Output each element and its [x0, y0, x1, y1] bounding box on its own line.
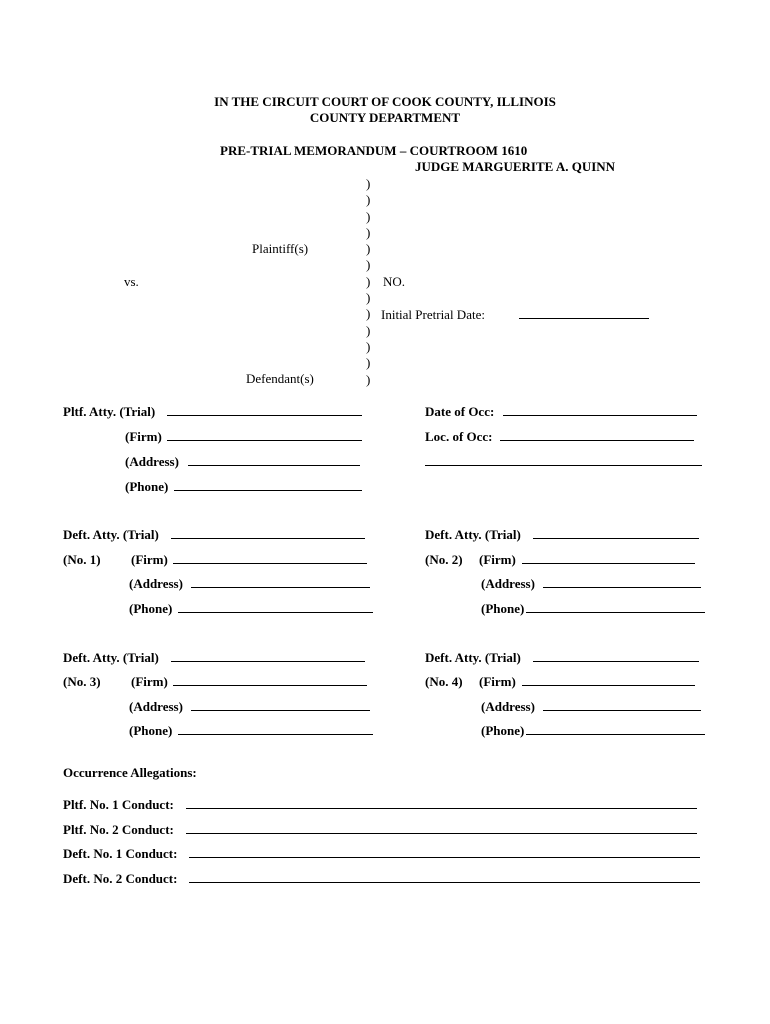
deft3-atty-address-label: (Address) [129, 699, 183, 714]
loc-of-occ-field-2[interactable] [425, 454, 702, 466]
paren: ) [366, 290, 371, 306]
deft1-atty-firm-label: (Firm) [131, 552, 168, 567]
deft1-atty-firm-field[interactable] [173, 552, 367, 564]
deft3-atty-phone-field[interactable] [178, 723, 373, 735]
deft1-atty-address-label: (Address) [129, 576, 183, 591]
paren: ) [366, 306, 371, 322]
paren: ) [366, 355, 371, 371]
defendant-label: Defendant(s) [246, 371, 314, 386]
deft2-atty-firm-label: (Firm) [479, 552, 516, 567]
loc-of-occ-field[interactable] [500, 429, 694, 441]
paren: ) [366, 208, 371, 224]
deft2-atty-trial-label: Deft. Atty. (Trial) [425, 527, 521, 542]
pltf-atty-phone-field[interactable] [174, 479, 362, 491]
paren: ) [366, 257, 371, 273]
pltf-atty-firm-label: (Firm) [125, 429, 162, 444]
date-of-occ-label: Date of Occ: [425, 404, 495, 419]
deft4-atty-address-label: (Address) [481, 699, 535, 714]
paren: ) [366, 338, 371, 354]
paren: ) [366, 273, 371, 289]
pltf2-conduct-field[interactable] [186, 822, 697, 834]
deft2-atty-phone-label: (Phone) [481, 601, 525, 616]
allegations-heading: Occurrence Allegations: [63, 765, 197, 780]
deft3-atty-firm-label: (Firm) [131, 674, 168, 689]
pltf-atty-address-field[interactable] [188, 454, 360, 466]
deft1-number-label: (No. 1) [63, 552, 101, 567]
pltf1-conduct-label: Pltf. No. 1 Conduct: [63, 797, 174, 812]
judge-name: JUDGE MARGUERITE A. QUINN [415, 159, 616, 174]
date-of-occ-field[interactable] [503, 404, 697, 416]
case-number-label: NO. [383, 274, 406, 289]
pltf-atty-trial-label: Pltf. Atty. (Trial) [63, 404, 156, 419]
deft4-atty-trial-label: Deft. Atty. (Trial) [425, 650, 521, 665]
pretrial-date-label: Initial Pretrial Date: [381, 307, 485, 322]
deft2-atty-address-label: (Address) [481, 576, 535, 591]
pltf-atty-phone-label: (Phone) [125, 479, 169, 494]
deft2-atty-phone-field[interactable] [526, 601, 705, 613]
deft2-atty-firm-field[interactable] [522, 552, 695, 564]
loc-of-occ-label: Loc. of Occ: [425, 429, 493, 444]
pltf-atty-address-label: (Address) [125, 454, 179, 469]
deft4-atty-firm-label: (Firm) [479, 674, 516, 689]
vs-label: vs. [124, 274, 139, 289]
deft1-conduct-label: Deft. No. 1 Conduct: [63, 846, 178, 861]
pltf2-conduct-label: Pltf. No. 2 Conduct: [63, 822, 174, 837]
deft4-atty-address-field[interactable] [543, 699, 701, 711]
deft3-atty-address-field[interactable] [191, 699, 370, 711]
pltf-atty-trial-field[interactable] [167, 404, 362, 416]
plaintiff-label: Plaintiff(s) [252, 241, 309, 256]
deft3-number-label: (No. 3) [63, 674, 101, 689]
deft4-atty-firm-field[interactable] [522, 674, 695, 686]
deft4-atty-phone-field[interactable] [526, 723, 705, 735]
deft1-atty-trial-label: Deft. Atty. (Trial) [63, 527, 159, 542]
deft1-atty-address-field[interactable] [191, 576, 370, 588]
caption-divider [366, 176, 376, 388]
deft2-conduct-field[interactable] [189, 871, 700, 883]
paren: ) [366, 192, 371, 208]
deft1-atty-phone-label: (Phone) [129, 601, 173, 616]
paren: ) [366, 371, 371, 387]
deft2-conduct-label: Deft. No. 2 Conduct: [63, 871, 178, 886]
paren: ) [366, 241, 371, 257]
deft1-atty-phone-field[interactable] [178, 601, 373, 613]
deft3-atty-trial-field[interactable] [171, 650, 365, 662]
deft2-atty-address-field[interactable] [543, 576, 701, 588]
memo-title: PRE-TRIAL MEMORANDUM – COURTROOM 1610 [220, 143, 528, 158]
deft4-atty-phone-label: (Phone) [481, 723, 525, 738]
court-title: IN THE CIRCUIT COURT OF COOK COUNTY, ILLINOIS [214, 94, 556, 109]
deft4-atty-trial-field[interactable] [533, 650, 699, 662]
pretrial-date-field[interactable] [519, 307, 649, 319]
deft1-conduct-field[interactable] [189, 846, 700, 858]
pltf1-conduct-field[interactable] [186, 797, 697, 809]
paren: ) [366, 224, 371, 240]
court-department: COUNTY DEPARTMENT [309, 110, 461, 125]
paren: ) [366, 176, 371, 191]
deft2-atty-trial-field[interactable] [533, 527, 699, 539]
pltf-atty-firm-field[interactable] [167, 429, 362, 441]
deft4-number-label: (No. 4) [425, 674, 463, 689]
deft3-atty-firm-field[interactable] [173, 674, 367, 686]
deft1-atty-trial-field[interactable] [171, 527, 365, 539]
deft3-atty-phone-label: (Phone) [129, 723, 173, 738]
deft3-atty-trial-label: Deft. Atty. (Trial) [63, 650, 159, 665]
paren: ) [366, 322, 371, 338]
deft2-number-label: (No. 2) [425, 552, 463, 567]
